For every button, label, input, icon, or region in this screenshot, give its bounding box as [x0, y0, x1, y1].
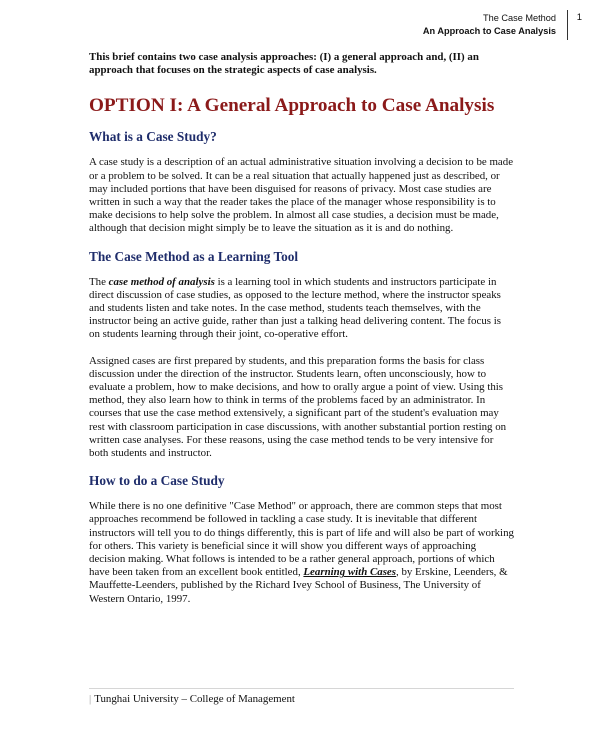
learning-tool-paragraph-1 [89, 276, 514, 342]
text-run: The [89, 275, 109, 288]
header-text [423, 12, 556, 38]
header-subtitle: An Approach to Case Analysis [422, 26, 556, 36]
case-method-term: case method of analysis [108, 275, 215, 288]
footer-bar: | [89, 693, 92, 705]
footer-text: Tunghai University – College of Management [94, 693, 295, 705]
footer-divider [89, 688, 514, 689]
header-title: The Case Method [482, 13, 556, 23]
book-title: Learning with Cases [303, 566, 396, 579]
section-heading-how-to: How to do a Case Study [89, 473, 225, 489]
text-run: , by Erskine, Leenders, & Mauffette-Leenders, published by the Richard Ivey School of Business, The University of Western Ontario, 1997. [89, 566, 508, 605]
intro-paragraph: This brief contains two case analysis approaches: (I) a general approach and, (II) an approach that focuses on the strategic aspects of case analysis. [89, 51, 479, 77]
learning-tool-paragraph-2: Assigned cases are first prepared by students, and this preparation forms the basis for class discussion under the direction of the instructor. Students learn, often unconsciously, how to evaluate a problem, how to make decisions, and how to orally argue a point of view. Using this method, they also learn how to think in terms of the problems faced by an administrator. In courses that use the case method extensively, a significant part of the student's evaluation may rest with classroom participation in case discussions, with another substantial portion resting on written case analyses. For these reasons, using the case method tends to be very intensive for both students and instructor. [89, 354, 507, 460]
text-run: While there is no one definitive "Case Method" or approach, there are common steps that most approaches recommend be followed in tackling a case study. It is inevitable that different instructors will tell you to do things differently, this is part of life and will also be part of working for others. This variety is beneficial since it will show you different ways of approaching decision making. What follows is intended to be a rather general approach, portions of which have been taken from an excellent book entitled, [89, 500, 514, 579]
option-title: OPTION I: A General Approach to Case Analysis [89, 95, 495, 117]
page-footer [89, 693, 295, 705]
page-number: 1 [576, 12, 582, 23]
text-run: is a learning tool in which students and instructors participate in direct discussion of case studies, as opposed to the lecture method, where the instructor speaks and students listen and take notes. In the case method, students teach themselves, with the instructor being an active guide, rather than just a talking head delivering content. The focus is on students learning through their joint, co-operative effort. [89, 275, 502, 341]
section-heading-what-is: What is a Case Study? [89, 129, 217, 145]
document-body [89, 51, 514, 619]
what-is-paragraph: A case study is a description of an actual administrative situation involving a decision to be made or a problem to be solved. It can be a real situation that actually happened just as described, or may included portions that have been disguised for reasons of privacy. Most case studies are written in such a way that the reader takes the place of the manager whose responsibility is to make decisions to help solve the problem. In almost all case studies, a decision must be made, although that decision might simply be to leave the situation as it is and do nothing. [89, 156, 514, 235]
section-heading-learning-tool: The Case Method as a Learning Tool [89, 248, 299, 264]
page-header [368, 8, 588, 42]
header-divider [567, 10, 568, 40]
how-to-paragraph [89, 500, 514, 606]
